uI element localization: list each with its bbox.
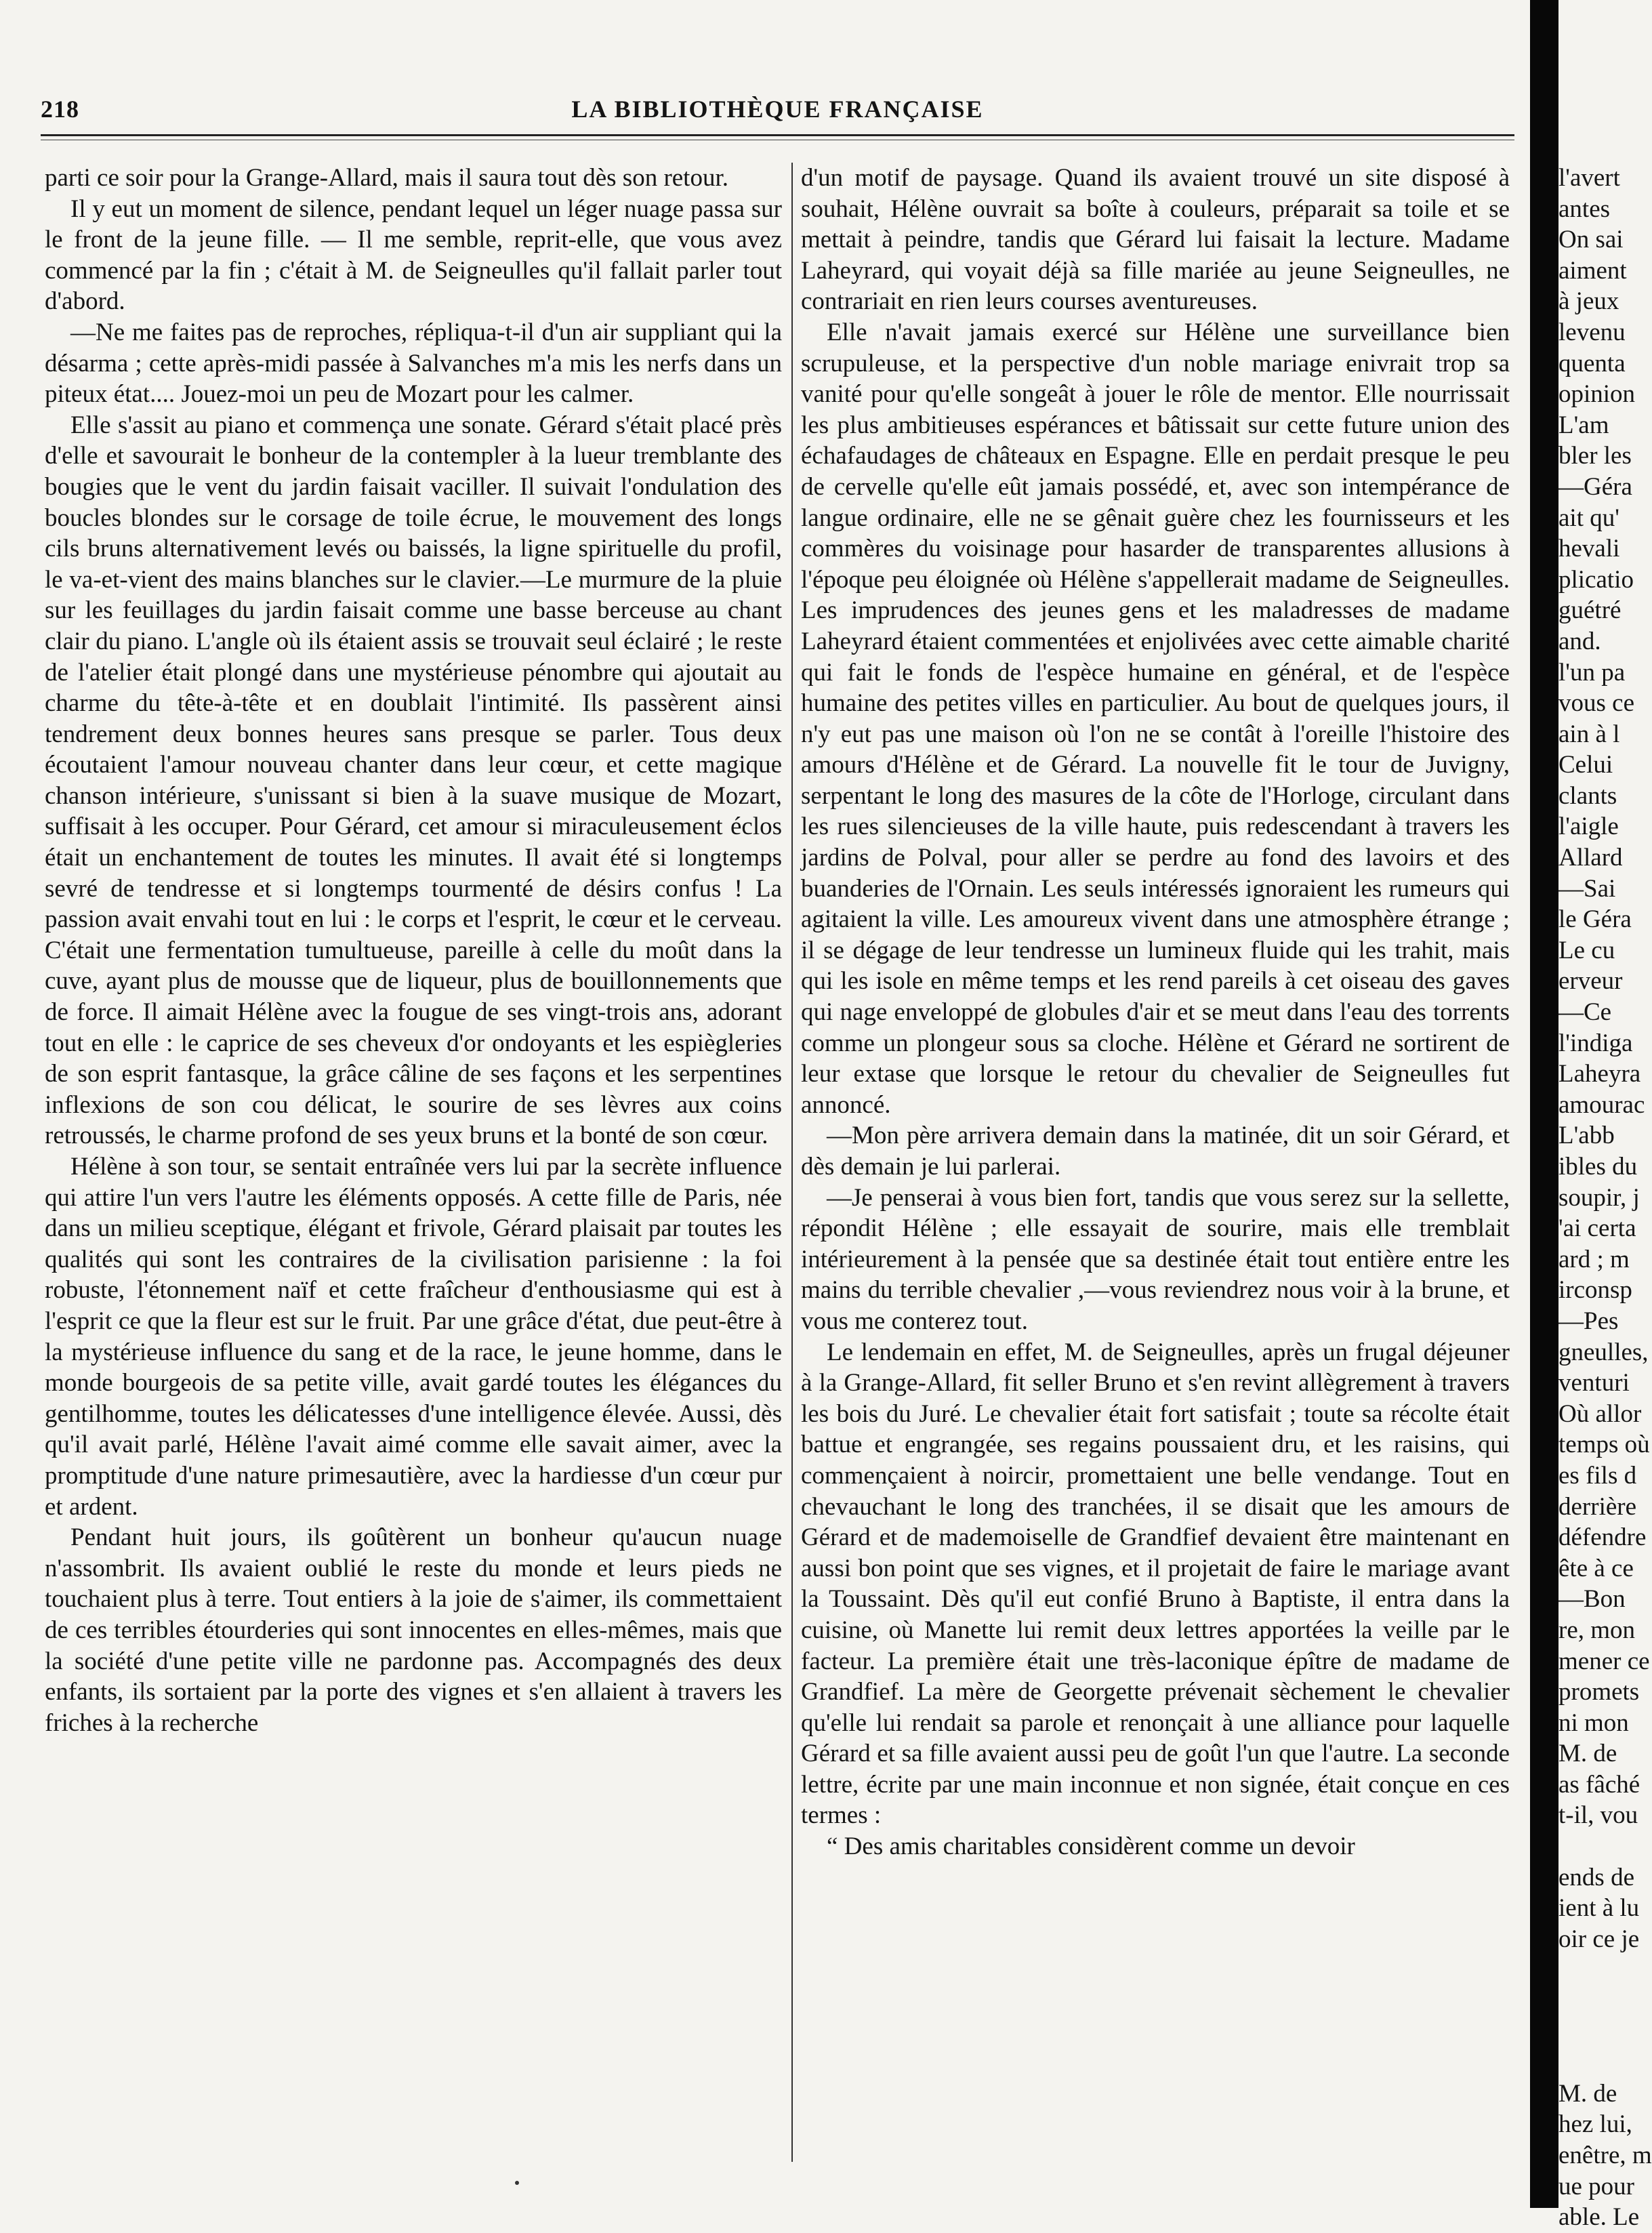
page-number: 218 bbox=[41, 96, 79, 123]
paragraph: —Je penserai à vous bien fort, tandis que vous serez sur la sellette, répondit Hélène ; elle essayait de sourire, mais elle tremblait intérieurement à la pensée que sa destinée était tout entière entre les mains du terrible chevalier ,—vous reviendrez nous voir à la brune, et vous me conterez tout. bbox=[801, 1183, 1510, 1335]
fragment-line: t-il, vou bbox=[1558, 1801, 1638, 1830]
fragment-line: Celui bbox=[1558, 751, 1613, 779]
fragment-line: opinion bbox=[1558, 380, 1636, 409]
fragment-line: Laheyra bbox=[1558, 1060, 1641, 1088]
fragment-line: hez lui, bbox=[1558, 2110, 1632, 2139]
fragment-line: l'un pa bbox=[1558, 658, 1626, 687]
left-column bbox=[45, 163, 782, 2162]
paragraph: —Mon père arrivera demain dans la matinée, dit un soir Gérard, et dès demain je lui parlerai. bbox=[801, 1122, 1510, 1181]
fragment-line: à jeux bbox=[1558, 287, 1619, 316]
paragraph: Le lendemain en effet, M. de Seigneulles, après un frugal déjeuner à la Grange-Allard, fit seller Bruno et s'en revint allègrement à travers les bois du Juré. Le chevalier était fort satisfait ; toute sa récolte était battue et engrangée, ses regains poussaient dru, et les raisins, qui commençaient à noircir, promettaient une belle vendange. Tout en chevauchant le long des tranchées, il se disait que les amours de Gérard et de mademoiselle de Grandfief devaient être maintenant en aussi bon point que ses vignes, et il projetait de faire le mariage avant la Toussaint. Dès qu'il eut confié Bruno à Baptiste, il entra dans la cuisine, où Manette lui remit deux lettres apportées la veille par le facteur. La première était une très-laconique épître de madame de Grandfief. La mère de Georgette prévenait sèchement le chevalier qu'elle lui rendait sa parole et renonçait à une alliance pour laquelle Gérard et sa fille avaient aussi peu de goût l'un que l'autre. La seconde lettre, écrite par une main inconnue et non signée, était conçue en ces termes : bbox=[801, 1338, 1510, 1830]
fragment-line: ient à lu bbox=[1558, 1894, 1640, 1923]
fragment-line: ibles du bbox=[1558, 1153, 1638, 1181]
page-header bbox=[41, 95, 1514, 136]
fragment-line: levenu bbox=[1558, 318, 1626, 346]
fragment-line: able. Le bbox=[1558, 2203, 1640, 2232]
fragment-line: enêtre, m bbox=[1558, 2142, 1652, 2169]
print-speck bbox=[515, 2181, 519, 2185]
fragment-line: bler les bbox=[1558, 442, 1632, 470]
fragment-line: Où allor bbox=[1558, 1399, 1642, 1428]
middle-column bbox=[801, 163, 1510, 2162]
fragment-line: L'abb bbox=[1558, 1122, 1615, 1150]
fragment-line bbox=[1558, 2017, 1639, 2048]
fragment-line: M. de bbox=[1558, 2079, 1617, 2108]
fragment-line: erveur bbox=[1558, 967, 1623, 996]
fragment-line: L'am bbox=[1558, 411, 1609, 439]
fragment-line: ue pour bbox=[1558, 2172, 1634, 2200]
fragment-line: oir ce je bbox=[1558, 1925, 1640, 1953]
fragment-line: derrière bbox=[1558, 1492, 1637, 1521]
fragment-line bbox=[1558, 1986, 1639, 2017]
fragment-line: ends de bbox=[1558, 1863, 1634, 1891]
fragment-line: re, mon bbox=[1558, 1616, 1636, 1644]
fragment-line: promets bbox=[1558, 1678, 1640, 1706]
fragment-line: mener ce bbox=[1558, 1647, 1650, 1675]
paragraph: Elle s'assit au piano et commença une sonate. Gérard s'était placé près d'elle et savourait le bonheur de la contempler à la lueur tremblante des bougies que le vent du jardin faisait vaciller. Il suivait l'ondulation des boucles blondes sur le corsage de toile écrue, le mouvement des longs cils bruns alternativement levés ou baissés, la ligne spirituelle du profil, le va-et-vient des mains blanches sur le clavier.—Le murmure de la pluie sur les feuillages du jardin faisait comme une basse berceuse au chant clair du piano. L'angle où ils étaient assis se trouvait seul éclairé ; le reste de l'atelier était plongé dans une mystérieuse pénombre qui ajoutait au charme du tête-à-tête et en doublait l'intimité. Ils passèrent ainsi tendrement deux bonnes heures sans presque se parler. Tous deux écoutaient l'amour nouveau chanter dans leur cœur, et cette magique chanson intérieure, s'unissant si bien à la suave musique de Mozart, suffisait à les occuper. Pour Gérard, cet amour si miraculeusement éclos était un enchantement de toutes les minutes. Il avait été si longtemps sevré de tendresse et si longtemps tourmenté de désirs confus ! La passion avait envahi tout en lui : le corps et l'esprit, le cœur et le cerveau. C'était une fermentation tumultueuse, pareille à celle du moût dans la cuve, ayant plus de mousse que de liqueur, plus de bouillonnements que de force. Il aimait Hélène avec la fougue de ses vingt-trois ans, adorant tout en elle : le caprice de ses cheveux d'or ondoyants et les espiègleries de son esprit fantasque, la grâce câline de ses façons et les serpentines inflexions de son cou délicat, le sourire de ses lèvres aux coins retroussés, le charme profond de ses yeux bruns et la bonté de son cœur. bbox=[45, 411, 782, 1150]
adjacent-page-fragment bbox=[1558, 163, 1652, 2232]
fragment-line: ain à l bbox=[1558, 720, 1620, 748]
paragraph: Elle n'avait jamais exercé sur Hélène une surveillance bien scrupuleuse, et la perspective d'un noble mariage enivrait trop sa vanité pour qu'elle songeât à jouer le rôle de mentor. Elle nourrissait les plus ambitieuses espérances et bâtissait sur cette future union des échafaudages de châteaux en Espagne. Elle en perdait presque le peu de cervelle qu'elle eût jamais possédé, et, avec son intempérance de langue ordinaire, elle ne se gênait guère chez les fournisseurs et les commères du voisinage pour hasarder de transparentes allusions à l'époque peu éloignée où Hélène s'appellerait madame de Seigneulles. Les imprudences des jeunes gens et les maladresses de madame Laheyrard étaient commentées et enjolivées avec cette aimable charité qui fait le fonds de l'espèce humaine en général, et de l'espèce humaine des petites villes en particulier. Au bout de quelques jours, il n'y eut pas une maison où l'on ne se contât à l'oreille l'histoire des amours d'Hélène et de Gérard. La nouvelle fit le tour de Juvigny, serpentant le long des masures de la côte de l'Horloge, circulant dans les rues silencieuses de la ville haute, puis redescendant à travers les jardins de Polval, pour aller se perdre au fond des lavoirs et des buanderies de l'Ornain. Les seuls intéressés ignoraient les rumeurs qui agitaient la ville. Les amoureux vivent dans une atmosphère étrange ; il se dégage de leur tendresse un lumineux fluide qui les trahit, mais qui les isole en même temps et les rend pareils à cet oiseau des gaves qui nage enveloppé de globules d'air et se meut dans l'eau des torrents comme un plongeur sous sa cloche. Hélène et Gérard ne sortirent de leur extase que lorsque le retour du chevalier de Seigneulles fut annoncé. bbox=[801, 318, 1510, 1119]
fragment-line: hevali bbox=[1558, 535, 1620, 563]
fragment-line: soupir, j bbox=[1558, 1183, 1640, 1212]
fragment-line: and. bbox=[1558, 627, 1601, 655]
fragment-line: venturi bbox=[1558, 1369, 1630, 1397]
fragment-line: ard ; m bbox=[1558, 1245, 1630, 1273]
fragment-line: ait qu' bbox=[1558, 504, 1619, 532]
fragment-line: quenta bbox=[1558, 349, 1626, 377]
fragment-line: —Ce bbox=[1558, 998, 1612, 1027]
paragraph: Hélène à son tour, se sentait entraînée vers lui par la secrète influence qui attire l'un vers l'autre les éléments opposés. A cette fille de Paris, née dans un milieu sceptique, élégant et frivole, Gérard plaisait par toutes les qualités qui sont les contraires de la civilisation parisienne : la foi robuste, l'étonnement naïf et cette fraîcheur d'enthousiasme qui est à l'esprit ce que la fleur est sur le fruit. Par une grâce d'état, due peut-être à la mystérieuse influence du sang et de la race, le jeune homme, dans le monde bourgeois de sa petite ville, avait gardé toutes les élégances du gentilhomme, toutes les délicatesses d'une intelligence élevée. Aussi, dès qu'il avait parlé, Hélène l'avait aimé comme elle savait aimer, avec la promptitude d'une nature primesautière, avec la hardiesse d'un cœur pur et ardent. bbox=[45, 1153, 782, 1521]
fragment-line: irconsp bbox=[1558, 1276, 1632, 1305]
fragment-line: plicatio bbox=[1558, 565, 1634, 594]
fragment-line: amourac bbox=[1558, 1090, 1645, 1119]
fragment-line: Le cu bbox=[1558, 936, 1615, 964]
fragment-line bbox=[1558, 2047, 1639, 2078]
fragment-line: antes bbox=[1558, 194, 1611, 223]
fragment-line bbox=[1558, 1831, 1639, 1862]
header-rule bbox=[41, 134, 1514, 136]
scan-edge-shadow bbox=[1530, 0, 1558, 2208]
fragment-line bbox=[1558, 1954, 1639, 1986]
fragment-line: M. de bbox=[1558, 1740, 1617, 1768]
fragment-line: —Sai bbox=[1558, 874, 1616, 903]
fragment-line: vous ce bbox=[1558, 689, 1634, 718]
fragment-line: 'ai certa bbox=[1558, 1214, 1636, 1243]
fragment-line: —Bon bbox=[1558, 1585, 1626, 1614]
paragraph: “ Des amis charitables considèrent comme un devoir bbox=[827, 1832, 1355, 1861]
fragment-line: ni mon bbox=[1558, 1708, 1629, 1737]
fragment-line: —Géra bbox=[1558, 472, 1632, 501]
fragment-line: Allard bbox=[1558, 844, 1623, 872]
column-divider bbox=[791, 163, 793, 2162]
fragment-line: l'indiga bbox=[1558, 1029, 1633, 1057]
paragraph: d'un motif de paysage. Quand ils avaient trouvé un site disposé à souhait, Hélène ouvrait sa boîte à couleurs, préparait sa toile et se mettait à peindre, tandis que Gérard lui faisait la lecture. Madame Laheyrard, qui voyait déjà sa fille mariée au jeune Seigneulles, ne contrariait en rien leurs courses aventureuses. bbox=[801, 164, 1510, 316]
journal-title: LA BIBLIOTHÈQUE FRANÇAISE bbox=[571, 96, 984, 123]
fragment-line: le Géra bbox=[1558, 905, 1632, 934]
fragment-line: gneulles, bbox=[1558, 1338, 1649, 1366]
fragment-line: es fils d bbox=[1558, 1461, 1637, 1490]
paragraph: Il y eut un moment de silence, pendant lequel un léger nuage passa sur le front de la jeune fille. — Il me semble, reprit-elle, que vous avez commencé par la fin ; c'était à M. de Seigneulles qu'il fallait parler tout d'abord. bbox=[45, 194, 782, 316]
paragraph: —Ne me faites pas de reproches, répliqua-t-il d'un air suppliant qui la désarma ; cette après-midi passée à Salvanches m'a mis les nerfs dans un piteux état.... Jouez-moi un peu de Mozart pour les calmer. bbox=[45, 318, 782, 409]
fragment-line: On sai bbox=[1558, 226, 1624, 254]
paragraph: parti ce soir pour la Grange-Allard, mais il saura tout dès son retour. bbox=[45, 164, 728, 192]
fragment-line: l'aigle bbox=[1558, 813, 1619, 841]
fragment-line: —Pes bbox=[1558, 1307, 1619, 1335]
fragment-line: ête à ce bbox=[1558, 1554, 1634, 1582]
fragment-line: clants bbox=[1558, 781, 1617, 810]
paragraph: Pendant huit jours, ils goûtèrent un bonheur qu'aucun nuage n'assombrit. Ils avaient oublié le reste du monde et leurs pieds ne touchaient plus à terre. Tout entiers à la joie de s'aimer, ils commettaient de ces terribles étourderies qui sont innocentes en elles-mêmes, mais que la société d'une petite ville ne pardonne pas. Accompagnés des deux enfants, ils sortaient par la porte des vignes et s'en allaient à travers les friches à la recherche bbox=[45, 1523, 782, 1737]
fragment-line: as fâché bbox=[1558, 1770, 1640, 1799]
fragment-line: défendre bbox=[1558, 1523, 1647, 1552]
fragment-line: l'avert bbox=[1558, 164, 1620, 192]
fragment-line: guétré bbox=[1558, 596, 1622, 625]
fragment-line: temps où bbox=[1558, 1431, 1650, 1459]
fragment-line: aiment bbox=[1558, 256, 1627, 285]
